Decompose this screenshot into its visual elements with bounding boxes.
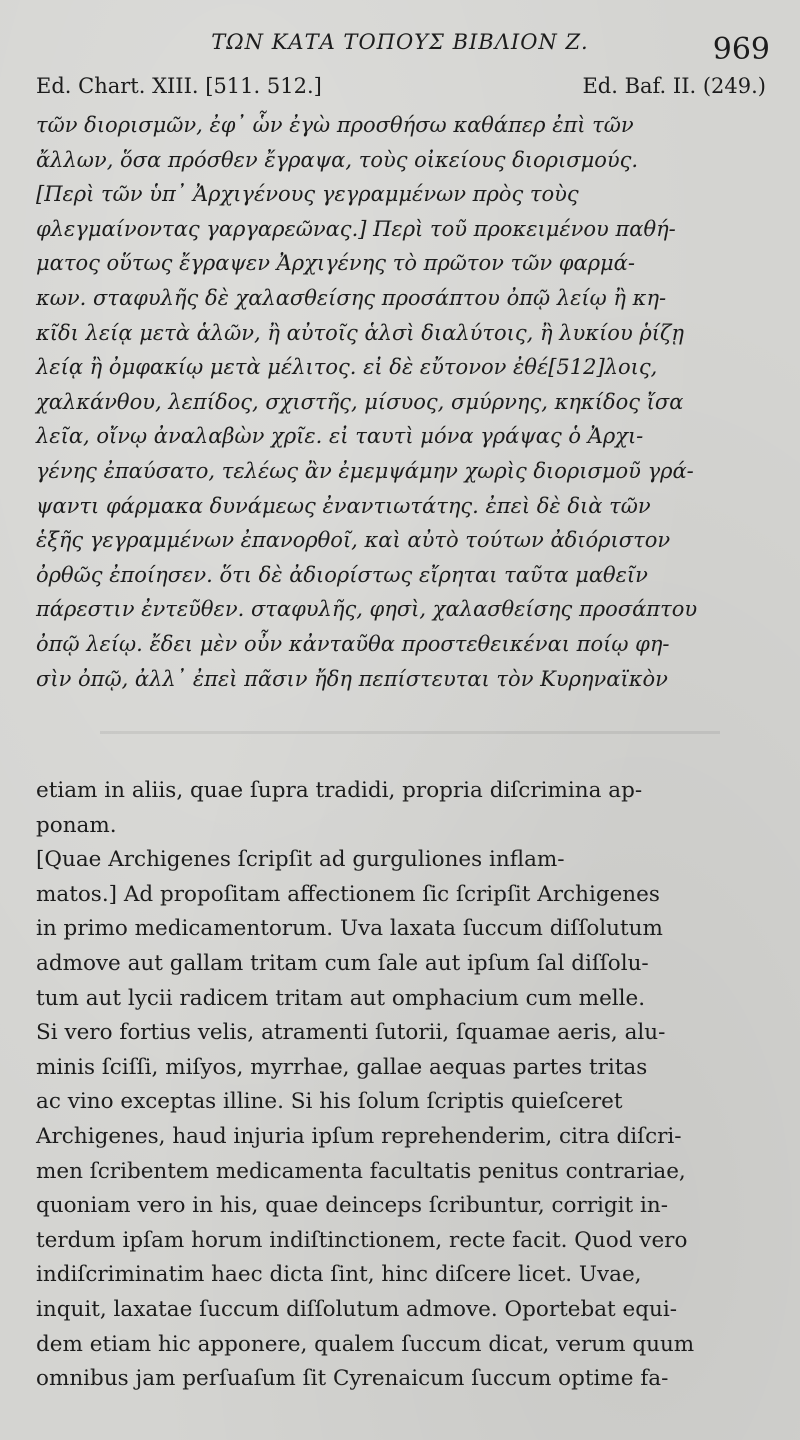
- latin-line: admove aut gallam tritam cum ſale aut ipſum ſal diſſolu-: [36, 950, 649, 976]
- latin-line: minis ſciſſi, miſyos, myrrhae, gallae aequas partes tritas: [36, 1054, 648, 1080]
- latin-line: tum aut lycii radicem tritam aut omphacium cum melle.: [36, 985, 646, 1011]
- latin-line: Archigenes, haud injuria ipſum reprehenderim, citra diſcri-: [36, 1123, 682, 1149]
- greek-line: ἄλλων, ὅσα πρόσθεν ἔγραψα, τοὺς οἰκείους διορισμούς.: [36, 147, 639, 172]
- latin-line: indiſcriminatim haec dicta ſint, hinc diſcere licet. Uvae,: [36, 1262, 642, 1288]
- latin-line: ac vino exceptas illine. Si his ſolum ſcriptis quieſceret: [36, 1089, 623, 1115]
- greek-line: [Περὶ τῶν ὑπ᾽ Ἀρχιγένους γεγραμμένων πρὸς τοὺς: [36, 182, 579, 207]
- latin-line: ponam.: [36, 812, 117, 838]
- greek-line: χαλκάνθου, λεπίδος, σχιστῆς, μίσυος, σμύρνης, κηκίδος ἴσα: [36, 389, 684, 414]
- latin-line: omnibus jam perſuaſum ſit Cyrenaicum ſuccum optime fa-: [36, 1366, 669, 1392]
- greek-line: σὶν ὀπῷ, ἀλλ᾽ ἐπεὶ πᾶσιν ἤδη πεπίστευται τὸν Κυρηναϊκὸν: [36, 666, 668, 691]
- greek-line: τῶν διορισμῶν, ἐφ᾽ ὧν ἐγὼ προσθήσω καθάπερ ἐπὶ τῶν: [36, 113, 634, 137]
- greek-line: ψαντι φάρμακα δυνάμεως ἐναντιωτάτης. ἐπεὶ δὲ διὰ τῶν: [36, 493, 651, 518]
- greek-line: λεῖα, οἴνῳ ἀναλαβὼν χρῖε. εἰ ταυτὶ μόνα γράψας ὁ Ἀρχι-: [36, 424, 644, 449]
- latin-line: [Quae Archigenes ſcripſit ad gurguliones inflam-: [36, 847, 565, 873]
- greek-line: πάρεστιν ἐντεῦθεν. σταφυλῆς, φησὶ, χαλασθείσης προσάπτου: [36, 597, 698, 622]
- greek-line: φλεγμαίνοντας γαργαρεῶνας.] Περὶ τοῦ προκειμένου παθή-: [36, 216, 676, 241]
- running-title: ΤΩΝ ΚΑΤΑ ΤΟΠΟΥΣ ΒΙΒΛΙΟΝ Ζ.: [211, 30, 589, 54]
- greek-line: κων. σταφυλῆς δὲ χαλασθείσης προσάπτου ὀπῷ λείῳ ἢ κη-: [36, 285, 667, 310]
- greek-line: γένης ἐπαύσατο, τελέως ἂν ἐμεμψάμην χωρὶς διορισμοῦ γρά-: [36, 458, 694, 483]
- edition-reference-left: Ed. Chart. XIII. [511. 512.]: [36, 74, 322, 98]
- page-number: 969: [712, 32, 770, 67]
- latin-line: matos.] Ad propoſitam affectionem ſic ſcripſit Archigenes: [36, 881, 660, 907]
- bleed-through-marks: [60, 712, 760, 752]
- greek-line: λείᾳ ἢ ὀμφακίῳ μετὰ μέλιτος. εἰ δὲ εὔτονον ἐθέ[512]λοις,: [36, 355, 658, 380]
- bleed-through-text: [60, 712, 760, 752]
- greek-line: ἑξῆς γεγραμμένων ἐπανορθοῖ, καὶ αὐτὸ τούτων ἀδιόριστον: [36, 528, 671, 553]
- greek-line: ὀρθῶς ἐποίησεν. ὅτι δὲ ἀδιορίστως εἴρηται ταῦτα μαθεῖν: [36, 562, 648, 587]
- greek-line: κῖδι λείᾳ μετὰ ἁλῶν, ἢ αὐτοῖς ἁλσὶ διαλύτοις, ἢ λυκίου ῥίζῃ: [36, 320, 684, 345]
- edition-reference-right: Ed. Baf. II. (249.): [582, 74, 766, 98]
- greek-line: ματος οὕτως ἔγραψεν Ἀρχιγένης τὸ πρῶτον τῶν φαρμά-: [36, 251, 635, 276]
- latin-line: inquit, laxatae ſuccum diſſolutum admove. Oportebat equi-: [36, 1296, 678, 1322]
- latin-line: men ſcribentem medicamenta facultatis penitus contrariae,: [36, 1158, 686, 1184]
- greek-text-block: [36, 108, 766, 696]
- latin-text-block: [36, 774, 766, 1397]
- latin-line: Si vero fortius velis, atramenti ſutorii, ſquamae aeris, alu-: [36, 1020, 666, 1046]
- greek-line: ὀπῷ λείῳ. ἔδει μὲν οὖν κἀνταῦθα προστεθεικέναι ποίῳ φη-: [36, 631, 670, 656]
- latin-line: in primo medicamentorum. Uva laxata ſuccum diſſolutum: [36, 916, 663, 942]
- latin-line: dem etiam hic apponere, qualem ſuccum dicat, verum quum: [36, 1331, 695, 1357]
- latin-line: etiam in aliis, quae ſupra tradidi, propria diſcrimina ap-: [36, 778, 643, 803]
- latin-line: terdum ipſam horum indiſtinctionem, recte facit. Quod vero: [36, 1227, 688, 1253]
- latin-line: quoniam vero in his, quae deinceps ſcribuntur, corrigit in-: [36, 1193, 669, 1219]
